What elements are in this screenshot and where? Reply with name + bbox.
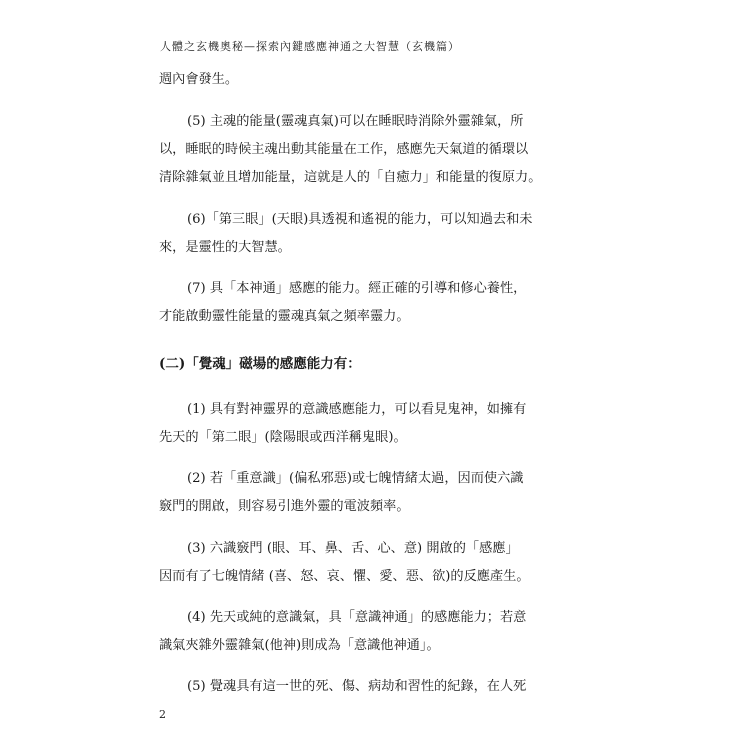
text-line: (5) 主魂的能量(靈魂真氣)可以在睡眠時消除外靈雜氣，所	[187, 114, 524, 129]
page-number: 2	[159, 708, 166, 721]
text-line: 識氣夾雜外靈雜氣(他神)則成為「意識他神通」。	[159, 638, 440, 653]
paragraph-item-5	[159, 108, 549, 192]
section-heading: (二)「覺魂」磁場的感應能力有：	[159, 356, 361, 372]
text-line: 竅門的開啟，則容易引進外靈的電波頻率。	[159, 499, 410, 514]
paragraph-sec2-item-3	[159, 535, 549, 591]
text-line: (7) 具「本神通」感應的能力。經正確的引導和修心養性，	[187, 281, 527, 296]
text-line: (4) 先天或純的意識氣，具「意識神通」的感應能力；若意	[187, 610, 527, 625]
text-line: 先天的「第二眼」(陰陽眼或西洋稱鬼眼)。	[159, 430, 407, 445]
paragraph-item-7	[159, 275, 549, 331]
text-line: (5) 覺魂具有這一世的死、傷、病劫和習性的紀錄，在人死	[187, 679, 527, 694]
text-line: (2) 若「重意識」(偏私邪惡)或七魄情緒太過，因而使六識	[187, 471, 524, 486]
paragraph-sec2-item-1	[159, 396, 549, 452]
paragraph-item-6	[159, 206, 549, 262]
text-line: 因而有了七魄情緒 (喜、怒、哀、懼、愛、惡、欲)的反應產生。	[159, 569, 530, 584]
paragraph-sec2-item-2	[159, 465, 549, 521]
running-header: 人體之玄機奧秘—探索內鍵感應神通之大智慧（玄機篇）	[160, 40, 460, 53]
text-line: 週內會發生。	[159, 72, 239, 87]
continuation-paragraph	[159, 66, 549, 94]
text-line: (6)「第三眼」(天眼)具透視和遙視的能力，可以知過去和未	[187, 212, 533, 227]
paragraph-sec2-item-4	[159, 604, 549, 660]
text-line: 來，是靈性的大智慧。	[159, 240, 291, 255]
text-line: 以，睡眠的時候主魂出動其能量在工作，感應先天氣道的循環以	[159, 142, 529, 157]
text-line: (3) 六識竅門 (眼、耳、鼻、舌、心、意) 開啟的「感應」	[187, 541, 519, 556]
text-line: 清除雜氣並且增加能量，這就是人的「自癒力」和能量的復原力。	[159, 170, 542, 185]
paragraph-sec2-item-5	[159, 673, 549, 701]
text-line: 才能啟動靈性能量的靈魂真氣之頻率靈力。	[159, 309, 410, 324]
text-line: (1) 具有對神靈界的意識感應能力，可以看見鬼神，如擁有	[187, 402, 527, 417]
